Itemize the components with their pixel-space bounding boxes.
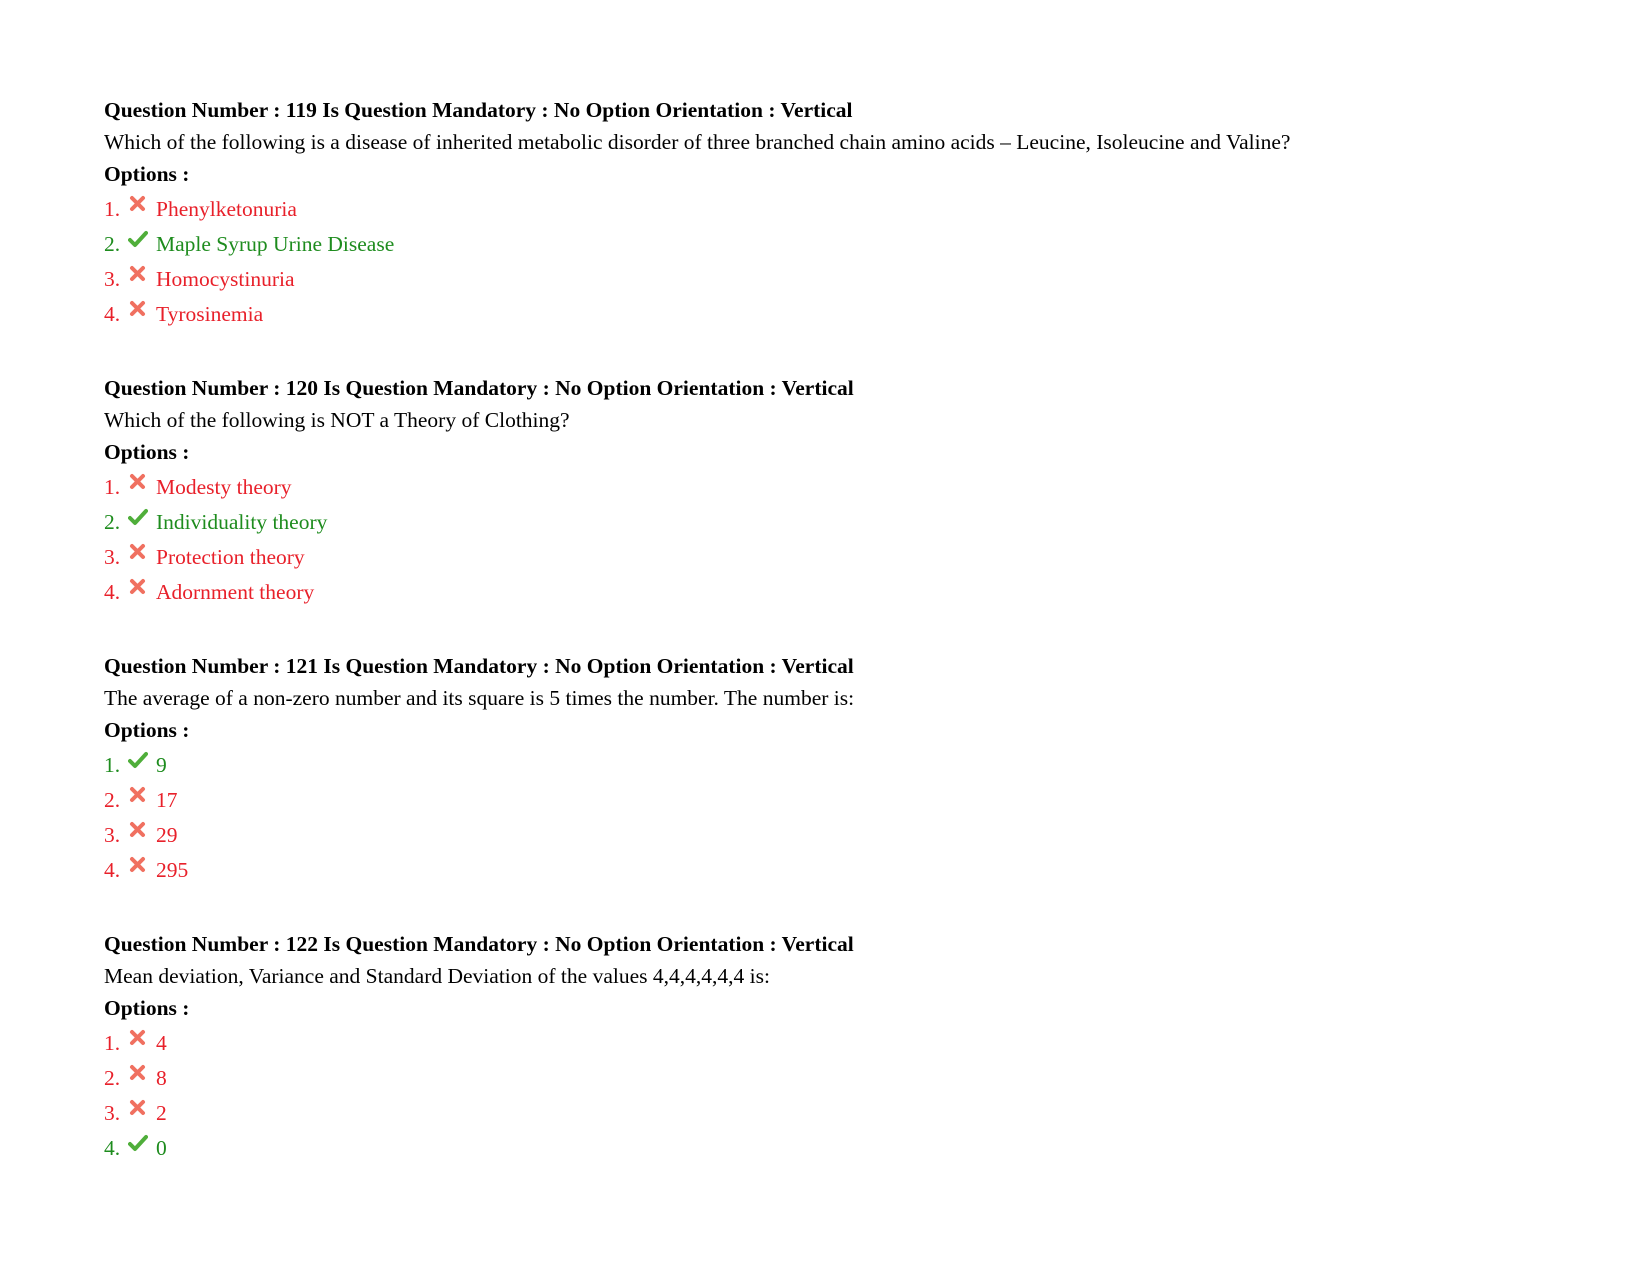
option-number: 1. (104, 753, 121, 777)
cross-icon (128, 542, 148, 562)
option-number: 1. (104, 197, 121, 221)
option-text: 0 (156, 1136, 167, 1160)
option-number: 1. (104, 475, 121, 499)
question-text: Mean deviation, Variance and Standard Deviation of the values 4,4,4,4,4,4 is: (104, 964, 770, 988)
cross-icon (128, 264, 148, 284)
option-item (104, 470, 1604, 505)
question-block (104, 928, 1604, 1206)
cross-icon (128, 1098, 148, 1118)
option-item (104, 783, 1604, 818)
question-header: Question Number : 122 Is Question Mandatory : No Option Orientation : Vertical (104, 932, 854, 956)
option-number: 2. (104, 232, 121, 256)
question-block (104, 372, 1604, 650)
options-label: Options : (104, 162, 190, 186)
option-item (104, 540, 1604, 575)
question-header: Question Number : 119 Is Question Mandatory : No Option Orientation : Vertical (104, 98, 853, 122)
option-text: Protection theory (156, 545, 305, 569)
option-number: 3. (104, 545, 121, 569)
option-number: 2. (104, 510, 121, 534)
check-icon (128, 750, 148, 770)
option-item (104, 1096, 1604, 1131)
check-icon (128, 229, 148, 249)
option-item (104, 575, 1604, 610)
option-number: 2. (104, 1066, 121, 1090)
question-block (104, 94, 1604, 372)
option-text: 17 (156, 788, 178, 812)
option-text: 4 (156, 1031, 167, 1055)
option-number: 4. (104, 1136, 121, 1160)
option-item (104, 262, 1604, 297)
option-text: Phenylketonuria (156, 197, 297, 221)
cross-icon (128, 785, 148, 805)
check-icon (128, 1133, 148, 1153)
question-text: The average of a non-zero number and its square is 5 times the number. The number is: (104, 686, 855, 710)
option-item (104, 853, 1604, 888)
option-item (104, 227, 1604, 262)
question-header: Question Number : 121 Is Question Mandatory : No Option Orientation : Vertical (104, 654, 854, 678)
option-text: 2 (156, 1101, 167, 1125)
option-text: Tyrosinemia (156, 302, 264, 326)
cross-icon (128, 577, 148, 597)
option-text: 29 (156, 823, 178, 847)
option-number: 4. (104, 580, 121, 604)
question-paper (104, 94, 1604, 1206)
option-number: 4. (104, 302, 121, 326)
option-text: 9 (156, 753, 167, 777)
question-block (104, 650, 1604, 928)
option-number: 2. (104, 788, 121, 812)
cross-icon (128, 472, 148, 492)
cross-icon (128, 855, 148, 875)
question-text: Which of the following is a disease of inherited metabolic disorder of three branched chain amino acids – Leucine, Isoleucine and Valine? (104, 130, 1291, 154)
option-number: 3. (104, 823, 121, 847)
option-item (104, 192, 1604, 227)
cross-icon (128, 299, 148, 319)
option-number: 1. (104, 1031, 121, 1055)
option-item (104, 1026, 1604, 1061)
cross-icon (128, 1028, 148, 1048)
option-item (104, 505, 1604, 540)
options-label: Options : (104, 996, 190, 1020)
cross-icon (128, 1063, 148, 1083)
option-text: 8 (156, 1066, 167, 1090)
options-label: Options : (104, 718, 190, 742)
option-number: 3. (104, 267, 121, 291)
option-text: Homocystinuria (156, 267, 295, 291)
option-item (104, 1061, 1604, 1096)
option-text: Individuality theory (156, 510, 328, 534)
option-item (104, 297, 1604, 332)
option-text: 295 (156, 858, 189, 882)
option-text: Maple Syrup Urine Disease (156, 232, 395, 256)
check-icon (128, 507, 148, 527)
option-number: 3. (104, 1101, 121, 1125)
option-item (104, 818, 1604, 853)
option-number: 4. (104, 858, 121, 882)
option-text: Adornment theory (156, 580, 315, 604)
option-item (104, 748, 1604, 783)
question-header: Question Number : 120 Is Question Mandatory : No Option Orientation : Vertical (104, 376, 854, 400)
option-item (104, 1131, 1604, 1166)
cross-icon (128, 194, 148, 214)
options-label: Options : (104, 440, 190, 464)
option-text: Modesty theory (156, 475, 292, 499)
cross-icon (128, 820, 148, 840)
question-text: Which of the following is NOT a Theory of Clothing? (104, 408, 570, 432)
